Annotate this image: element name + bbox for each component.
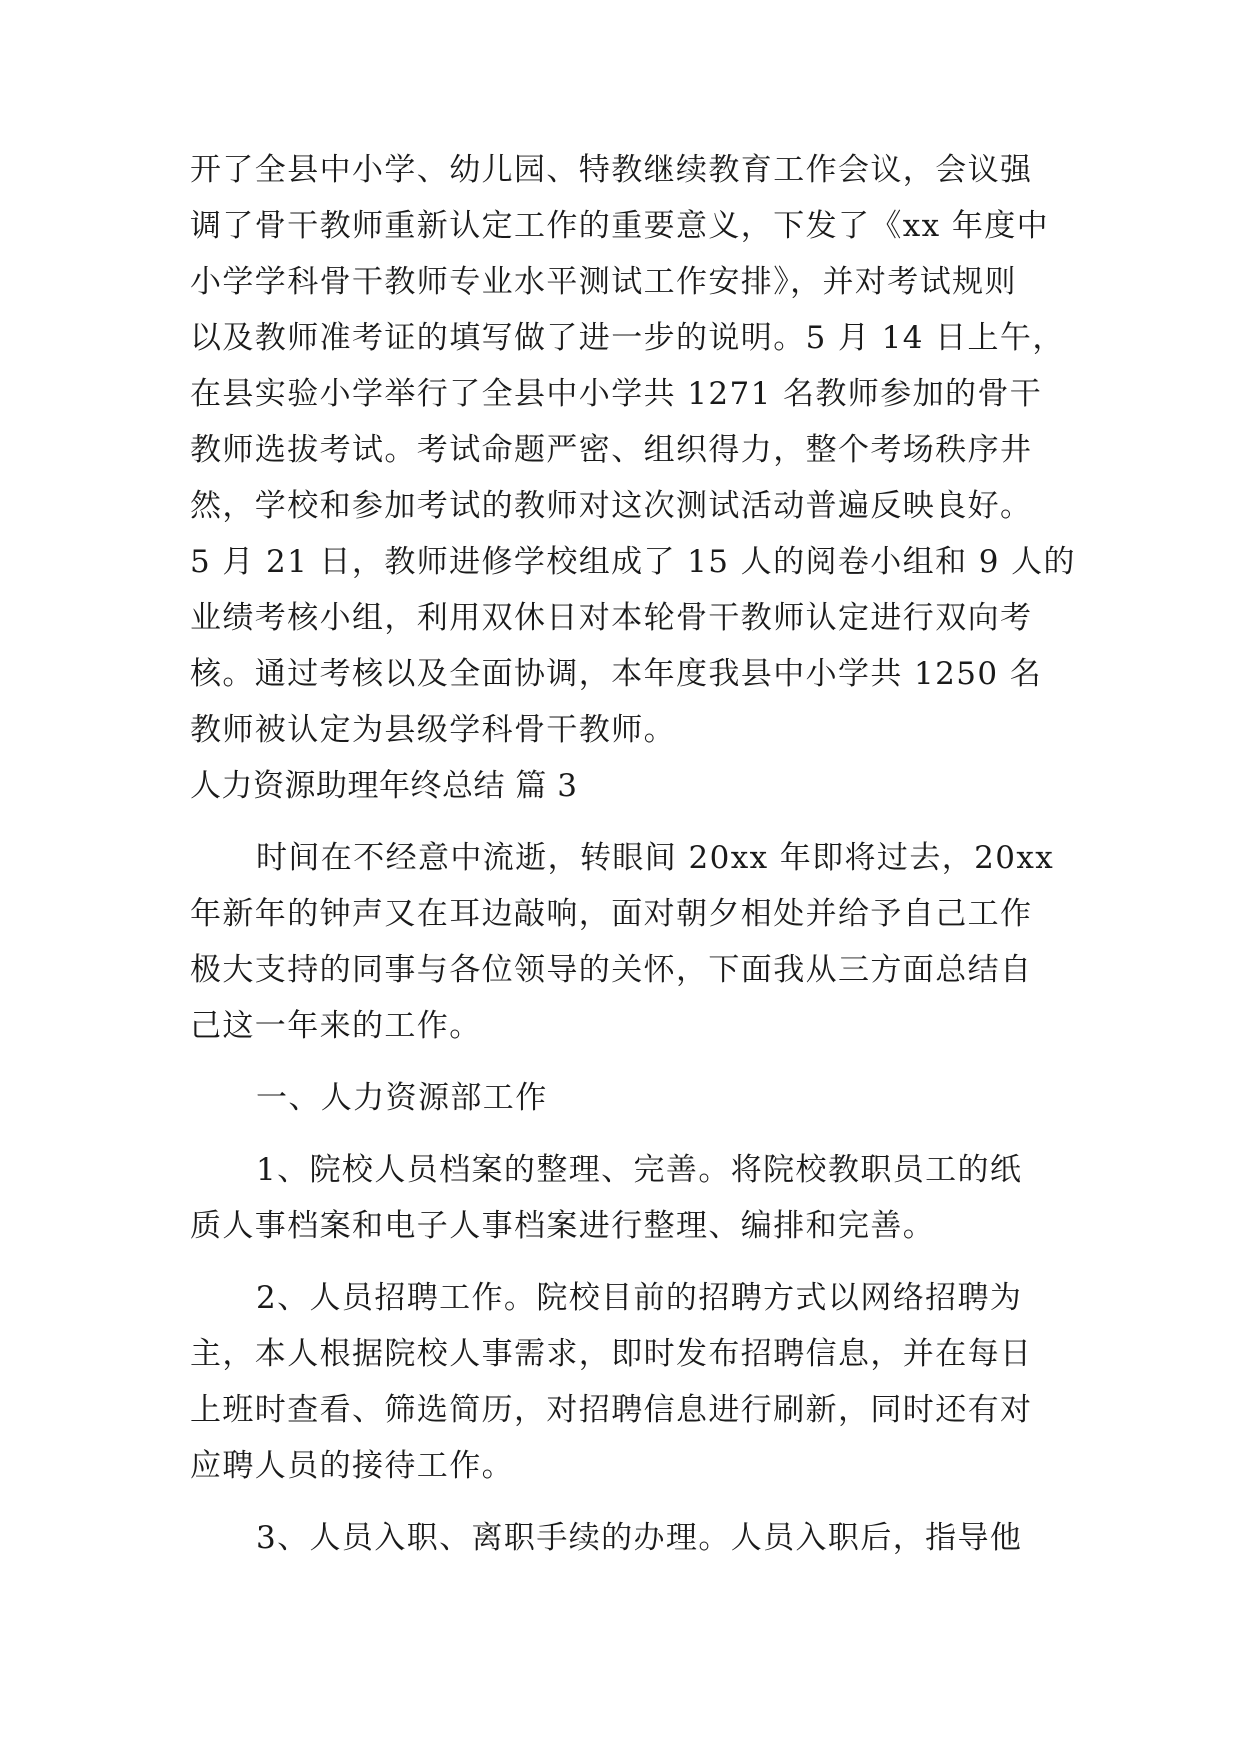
- paragraph-first-line: 3、人员入职、离职手续的办理。人员入职后，指导他: [256, 1520, 1023, 1556]
- body-text-line: 应聘人员的接待工作。: [190, 1448, 514, 1484]
- body-text-line: 调了骨干教师重新认定工作的重要意义，下发了《xx 年度中: [190, 208, 1050, 244]
- body-text-line: 上班时查看、筛选简历，对招聘信息进行刷新，同时还有对: [190, 1392, 1033, 1428]
- body-text-line: 在县实验小学举行了全县中小学共 1271 名教师参加的骨干: [190, 376, 1043, 412]
- paragraph-first-line: 时间在不经意中流逝，转眼间 20xx 年即将过去，20xx: [256, 840, 1055, 876]
- body-text-line: 主，本人根据院校人事需求，即时发布招聘信息，并在每日: [190, 1336, 1033, 1372]
- body-text-line: 极大支持的同事与各位领导的关怀，下面我从三方面总结自: [190, 952, 1033, 988]
- body-text-line: 小学学科骨干教师专业水平测试工作安排》，并对考试规则: [190, 264, 1017, 300]
- paragraph-first-line: 1、院校人员档案的整理、完善。将院校教职员工的纸: [256, 1152, 1023, 1188]
- body-text-line: 以及教师准考证的填写做了进一步的说明。5 月 14 日上午，: [190, 320, 1065, 356]
- body-text-line: 质人事档案和电子人事档案进行整理、编排和完善。: [190, 1208, 936, 1244]
- subsection-heading: 一、人力资源部工作: [256, 1080, 548, 1116]
- body-text-line: 业绩考核小组，利用双休日对本轮骨干教师认定进行双向考: [190, 600, 1033, 636]
- section-heading: 人力资源助理年终总结 篇 3: [190, 768, 578, 804]
- paragraph-first-line: 2、人员招聘工作。院校目前的招聘方式以网络招聘为: [256, 1280, 1023, 1316]
- body-text-line: 5 月 21 日，教师进修学校组成了 15 人的阅卷小组和 9 人的: [190, 544, 1076, 580]
- body-text-line: 教师被认定为县级学科骨干教师。: [190, 712, 676, 748]
- body-text-line: 年新年的钟声又在耳边敲响，面对朝夕相处并给予自己工作: [190, 896, 1033, 932]
- body-text-line: 开了全县中小学、幼儿园、特教继续教育工作会议，会议强: [190, 152, 1033, 188]
- body-text-line: 核。通过考核以及全面协调，本年度我县中小学共 1250 名: [190, 656, 1043, 692]
- body-text-line: 己这一年来的工作。: [190, 1008, 482, 1044]
- body-text-line: 教师选拔考试。考试命题严密、组织得力，整个考场秩序井: [190, 432, 1033, 468]
- body-text-line: 然，学校和参加考试的教师对这次测试活动普遍反映良好。: [190, 488, 1033, 524]
